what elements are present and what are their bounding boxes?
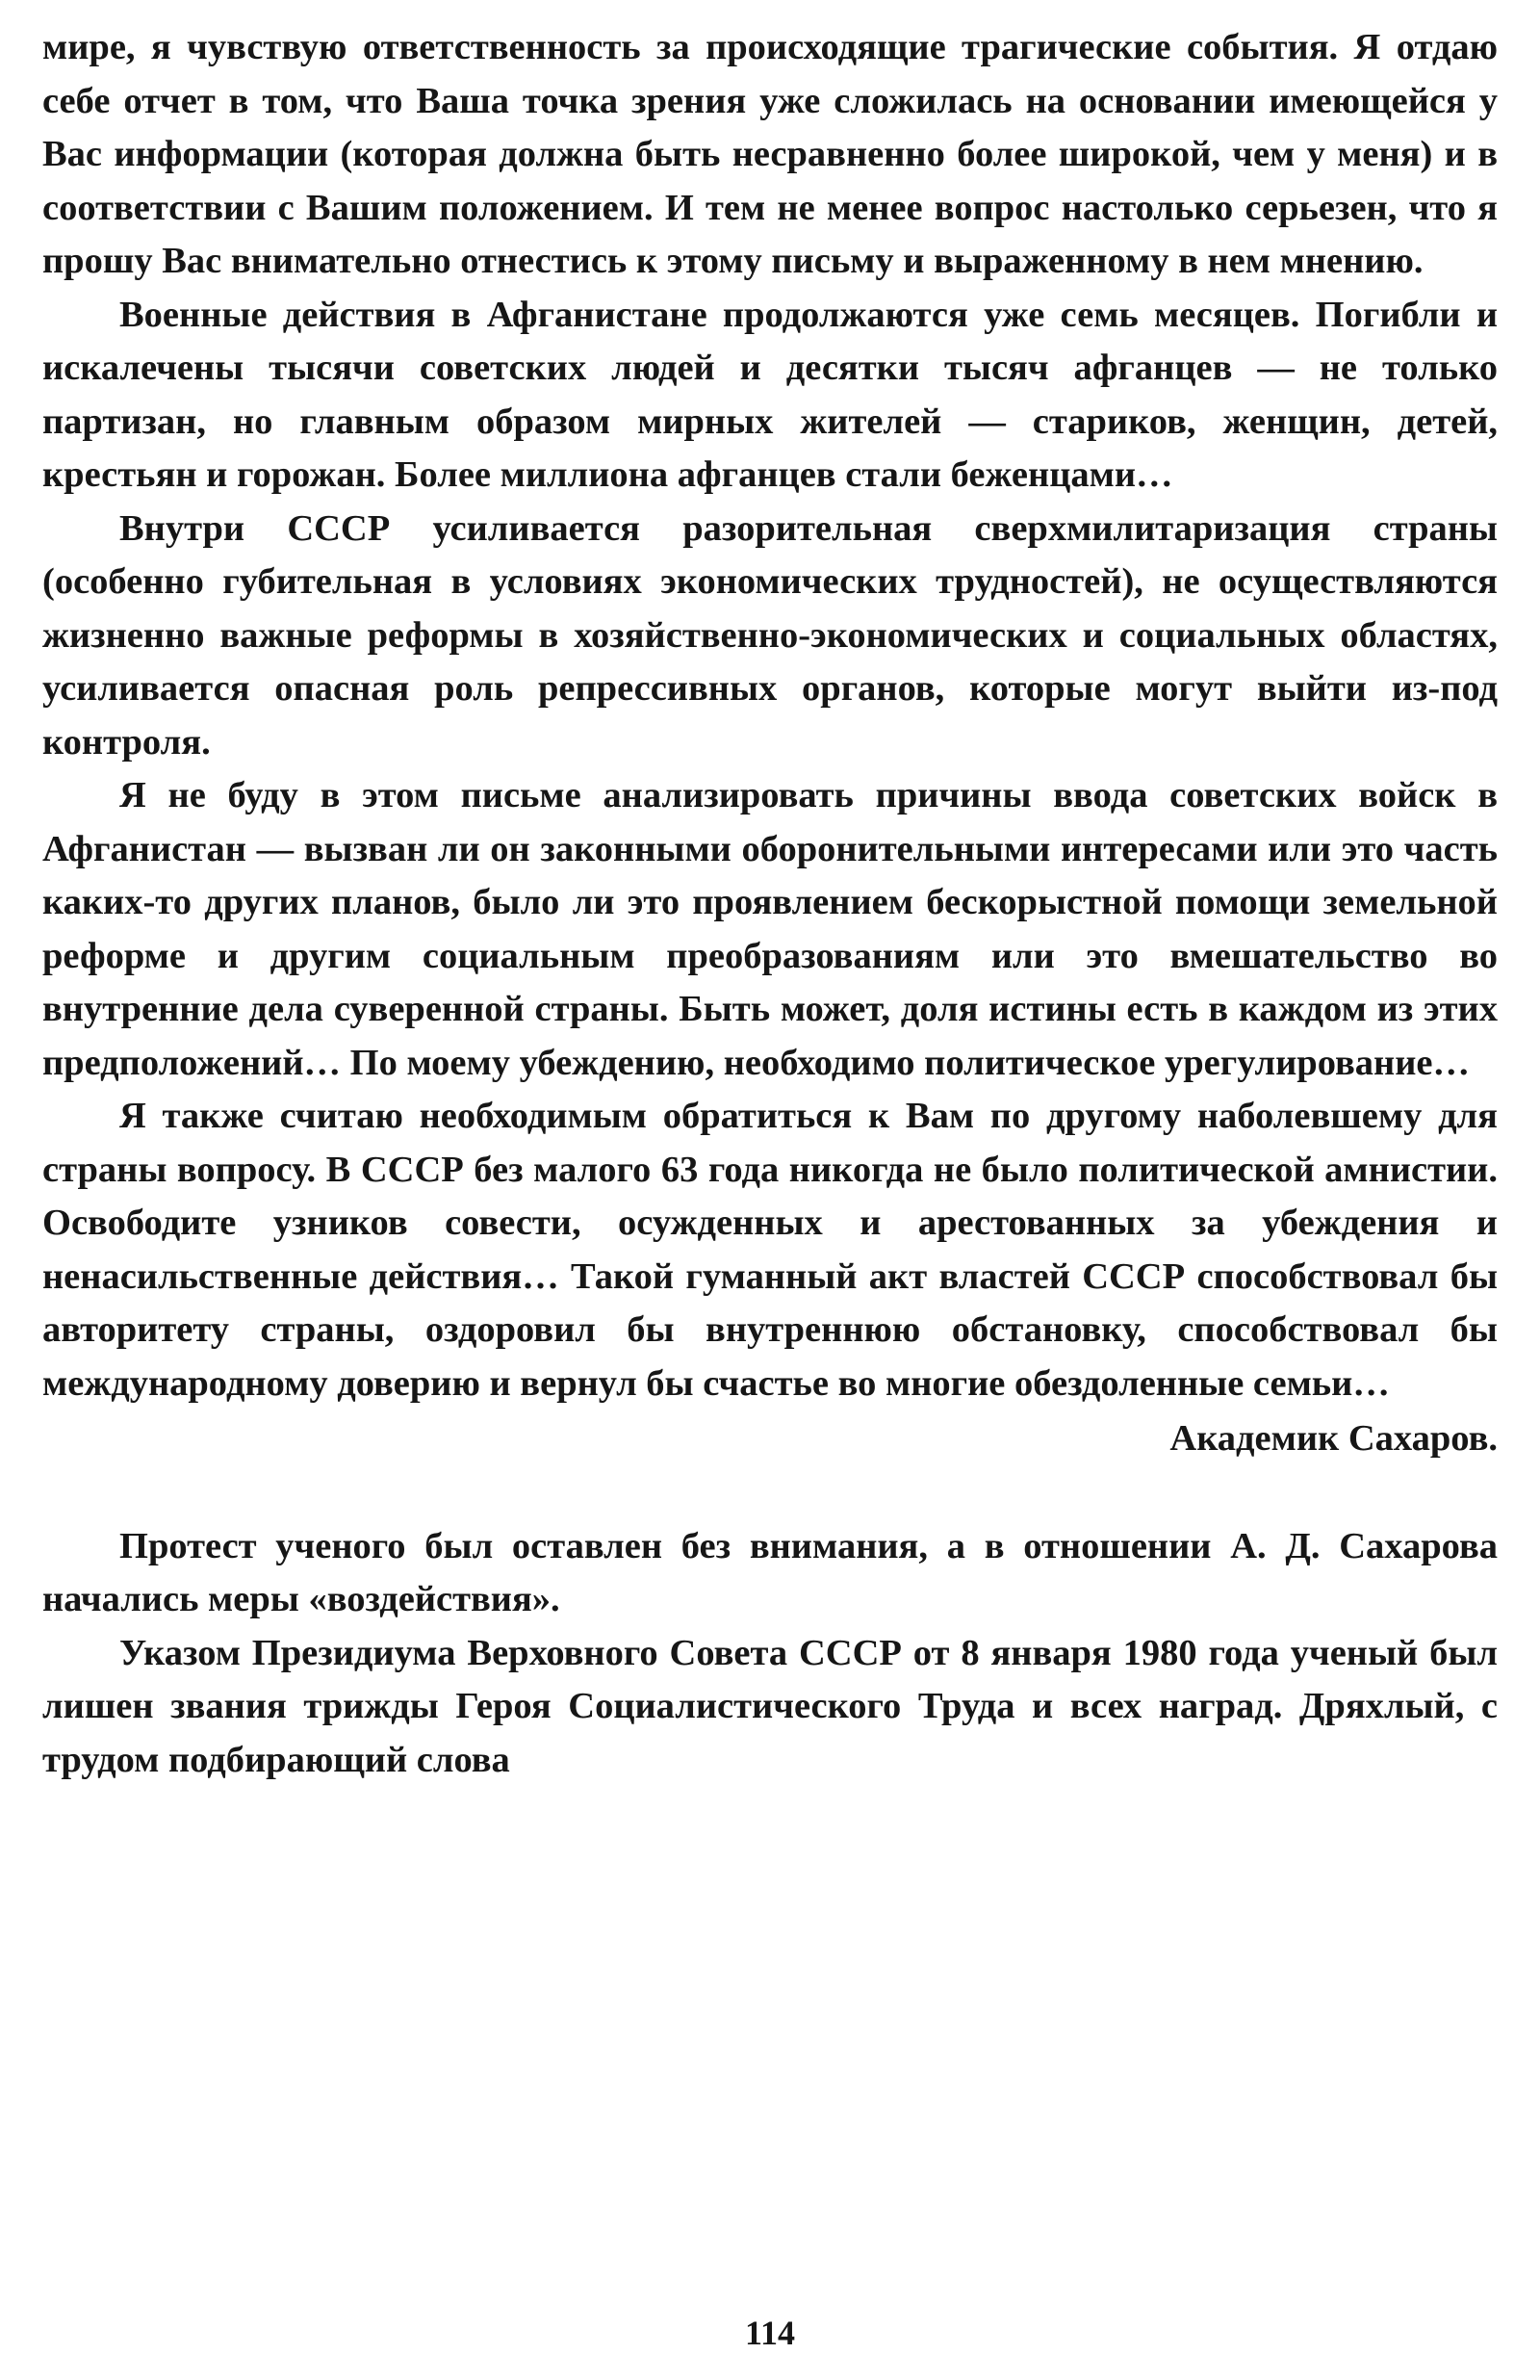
document-body	[42, 21, 1498, 1787]
paragraph-causes: Я не буду в этом письме анализировать причины ввода советских войск в Афганистан — вызван ли он законными оборонительными интересами или это часть каких-то других планов, было ли это проявлением бескорыстной помощи земельной реформе и другим социальным преобразованиям или это вмешательство во внутренние дела суверенной страны. Быть может, доля истины есть в каждом из этих предположений… По моему убеждению, необходимо политическое урегулирование…	[42, 775, 1498, 1083]
paragraph-amnesty: Я также считаю необходимым обратиться к Вам по другому наболевшему для страны вопросу. В СССР без малого 63 года никогда не было политической амнистии. Освободите узников совести, осужденных и арестованных за убеждения и ненасильственные действия… Такой гуманный акт властей СССР способствовал бы авторитету страны, оздоровил бы внутреннюю обстановку, способствовал бы международному доверию и вернул бы счастье во многие обездоленные семьи…	[42, 1096, 1498, 1404]
paragraph-military-actions: Военные действия в Афганистане продолжаются уже семь месяцев. Погибли и искалечены тысячи советских людей и десятки тысяч афганцев — не только партизан, но главным образом мирных жителей — стариков, женщин, детей, крестьян и горожан. Более миллиона афганцев стали беженцами…	[42, 294, 1498, 495]
page-number: 114	[744, 2314, 795, 2352]
paragraph-protest-ignored: Протест ученого был оставлен без внимания, а в отношении А. Д. Сахарова начались меры «воздействия».	[42, 1525, 1498, 1619]
signature: Академик Сахаров.	[1169, 1418, 1498, 1459]
paragraph-continued: мире, я чувствую ответственность за происходящие трагические события. Я отдаю себе отчет в том, что Ваша точка зрения уже сложилась на основании имеющейся у Вас информации (которая должна быть несравненно более широкой, чем у меня) и в соответствии с Вашим положением. И тем не менее вопрос настолько серьезен, что я прошу Вас внимательно отнестись к этому письму и выраженному в нем мнению.	[42, 27, 1498, 281]
paragraph-internal-ussr: Внутри СССР усиливается разорительная сверхмилитаризация страны (особенно губительная в условиях экономических трудностей), не осуществляются жизненно важные реформы в хозяйственно-экономических и социальных областях, усиливается опасная роль репрессивных органов, которые могут выйти из-под контроля.	[42, 507, 1498, 763]
paragraph-decree: Указом Президиума Верховного Совета СССР от 8 января 1980 года ученый был лишен звания трижды Героя Социалистического Труда и всех наград. Дряхлый, с трудом подбирающий слова	[42, 1632, 1498, 1780]
section-gap	[42, 1466, 1498, 1520]
